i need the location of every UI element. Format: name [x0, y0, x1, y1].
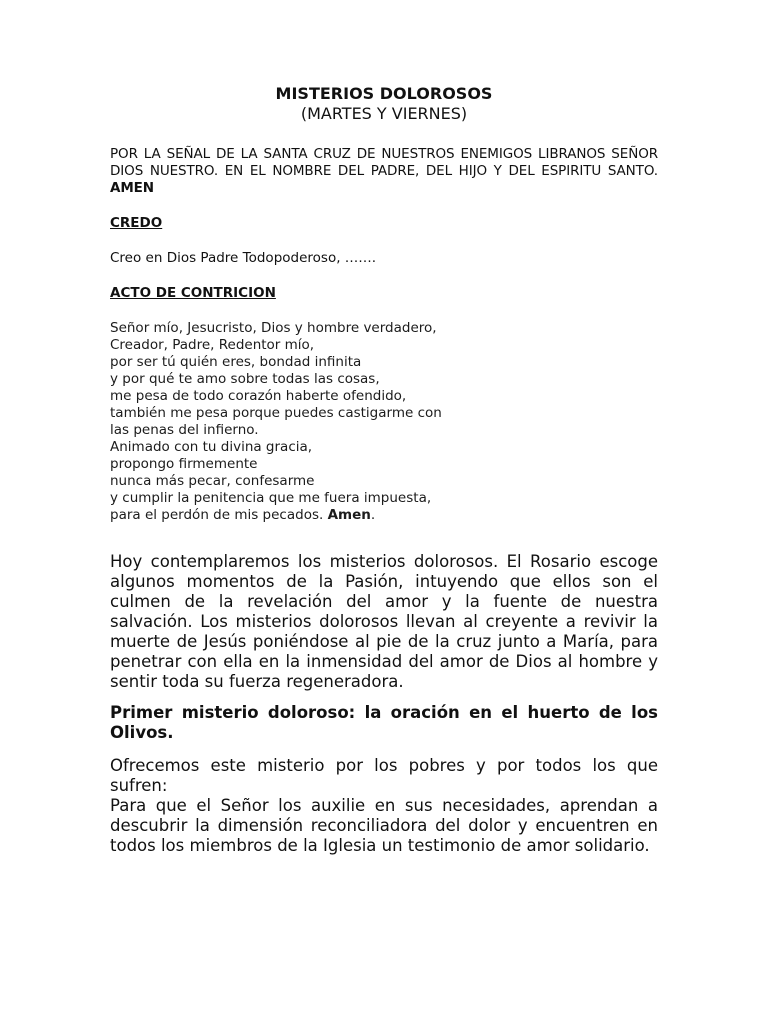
prayer-line: Creador, Padre, Redentor mío, — [110, 337, 315, 353]
prayer-line: también me pesa porque puedes castigarme con — [110, 405, 442, 421]
page-subtitle: (MARTES Y VIERNES) — [300, 104, 468, 123]
prayer-line: Animado con tu divina gracia, — [110, 439, 313, 455]
offering-text: Ofrecemos este misterio por los pobres y por todos los que sufren: — [110, 756, 658, 795]
prayer-line: por ser tú quién eres, bondad infinita — [110, 354, 362, 370]
prayer-line: las penas del infierno. — [110, 422, 259, 438]
prayer-line: Señor mío, Jesucristo, Dios y hombre verdadero, — [110, 320, 437, 336]
contricion-prayer — [110, 320, 658, 524]
prayer-line: propongo firmemente — [110, 456, 258, 472]
prayer-line: me pesa de todo corazón haberte ofendido, — [110, 388, 407, 404]
sign-of-cross-paragraph — [110, 146, 658, 197]
sign-of-cross-amen: AMEN — [110, 180, 155, 196]
first-mystery-offering — [110, 756, 658, 856]
sign-of-cross-text: POR LA SEÑAL DE LA SANTA CRUZ DE NUESTROS ENEMIGOS LIBRANOS SEÑOR DIOS NUESTRO. EN EL NOMBRE DEL PADRE, DEL HIJO Y DEL ESPIRITU SANTO. — [110, 146, 658, 179]
contricion-heading: ACTO DE CONTRICION — [110, 285, 276, 301]
prayer-last-line-text: para el perdón de mis pecados. — [110, 507, 328, 523]
prayer-line: nunca más pecar, confesarme — [110, 473, 315, 489]
prayer-amen: Amen — [327, 507, 371, 523]
prayer-end: . — [370, 507, 376, 523]
prayer-last-line — [110, 507, 658, 524]
credo-heading: CREDO — [110, 215, 163, 231]
intro-paragraph: Hoy contemplaremos los misterios dolorosos. El Rosario escoge algunos momentos de la Pasión, intuyendo que ellos son el culmen de la revelación del amor y la fuente de nuestra salvación. Los misterios dolorosos llevan al creyente a revivir la muerte de Jesús poniéndose al pie de la cruz junto a María, para penetrar con ella en la inmensidad del amor de Dios al hombre y sentir toda su fuerza regeneradora. — [110, 552, 658, 691]
petition-text: Para que el Señor los auxilie en sus necesidades, aprendan a descubrir la dimensión reconciliadora del dolor y encuentren en todos los miembros de la Iglesia un testimonio de amor solidario. — [110, 796, 658, 855]
document-page — [110, 84, 658, 856]
page-title: MISTERIOS DOLOROSOS — [275, 84, 493, 103]
credo-text: Creo en Dios Padre Todopoderoso, ……. — [110, 250, 377, 266]
first-mystery-title: Primer misterio doloroso: la oración en el huerto de los Olivos. — [110, 703, 658, 742]
prayer-line: y cumplir la penitencia que me fuera impuesta, — [110, 490, 432, 506]
prayer-line: y por qué te amo sobre todas las cosas, — [110, 371, 380, 387]
